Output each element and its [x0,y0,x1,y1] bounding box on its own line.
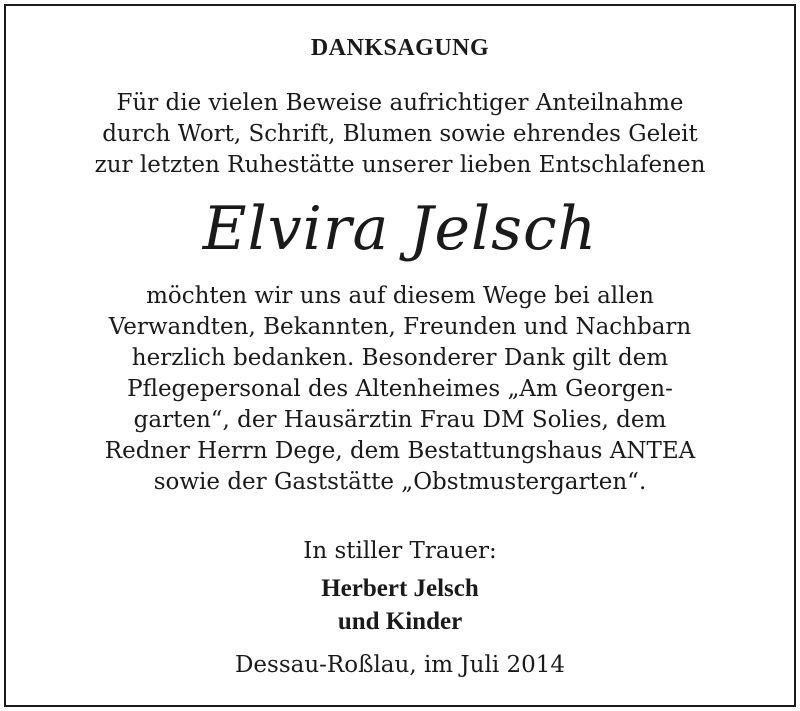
thanks-paragraph [6,281,794,498]
thanks-line: Verwandten, Bekannten, Freunden und Nachbarn [108,314,692,340]
signer-name: Herbert Jelsch [321,575,479,602]
thanks-line: Pflegepersonal des Altenheimes „Am Georgen- [127,376,673,402]
thanks-line: möchten wir uns auf diesem Wege bei allen [146,283,654,309]
intro-paragraph [6,88,794,181]
thanks-line: sowie der Gaststätte „Obstmustergarten“. [153,469,647,495]
obituary-notice [4,4,796,707]
intro-line: zur letzten Ruhestätte unserer lieben Entschlafenen [94,152,706,178]
thanks-line: herzlich bedanken. Besonderer Dank gilt dem [131,345,669,371]
deceased-name: Elvira Jelsch [202,194,598,264]
mourning-line: In stiller Trauer: [303,538,497,564]
thanks-line: Redner Herrn Dege, dem Bestattungshaus ANTEA [104,438,696,464]
intro-line: Für die vielen Beweise aufrichtiger Anteilnahme [116,90,684,116]
signer-name: und Kinder [337,608,463,635]
signers-block [6,572,794,638]
notice-heading: DANKSAGUNG [310,35,490,61]
thanks-line: garten“, der Hausärztin Frau DM Solies, dem [133,407,667,433]
place-and-date: Dessau-Roßlau, im Juli 2014 [234,652,566,678]
intro-line: durch Wort, Schrift, Blumen sowie ehrendes Geleit [102,121,698,147]
